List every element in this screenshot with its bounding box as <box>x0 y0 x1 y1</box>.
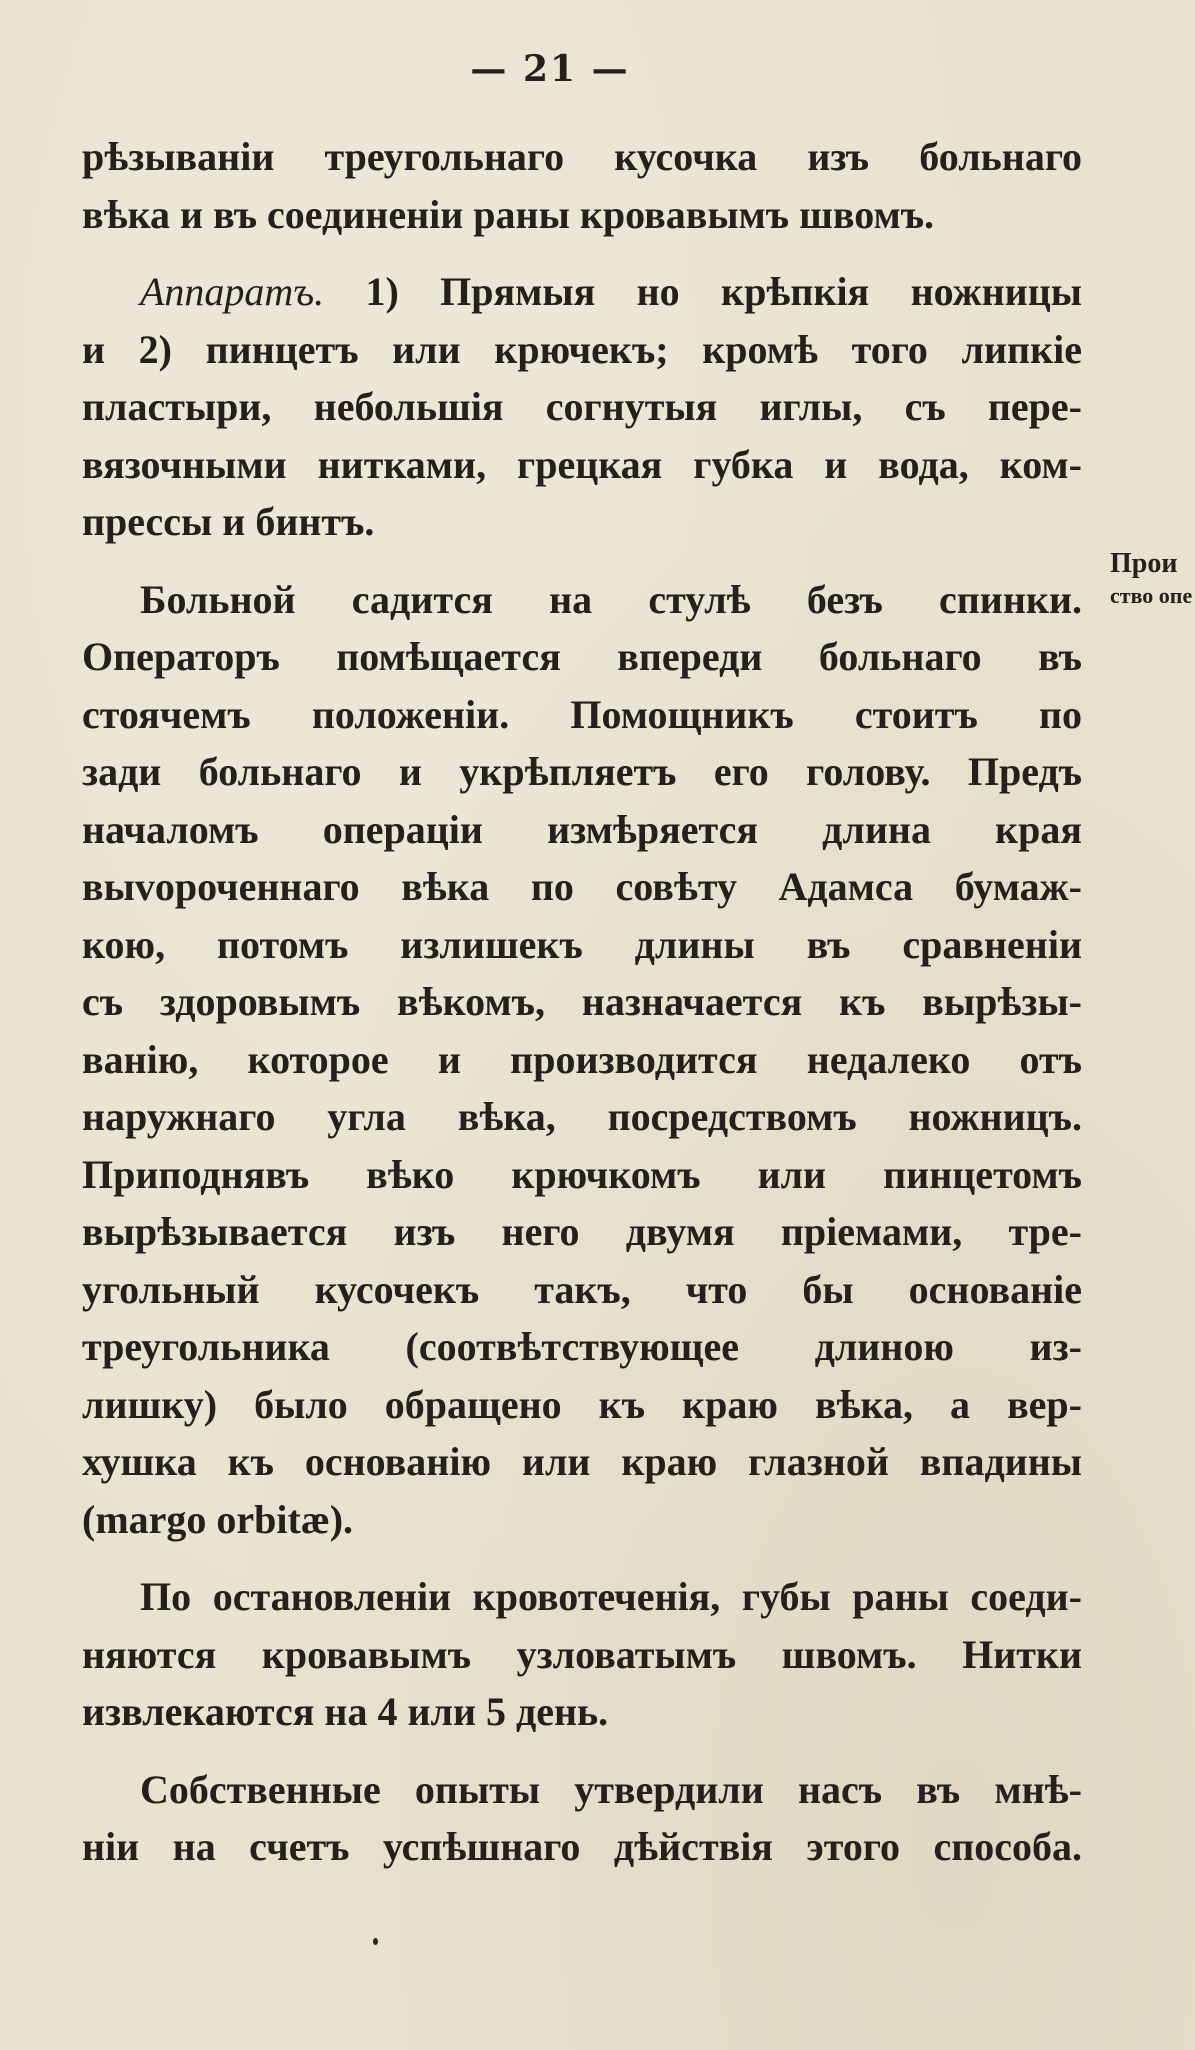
paragraph-5 <box>82 1761 1082 1876</box>
text-line: По остановленіи кровотеченія, губы раны соеди- <box>140 1574 1082 1619</box>
text-line: ніи на счетъ успѣшнаго дѣйствія этого способа. <box>82 1824 1082 1869</box>
text-line: прессы и бинтъ. <box>82 499 375 544</box>
text-line: вѣка и въ соединеніи раны кровавымъ швомъ. <box>82 191 935 237</box>
text-line: и 2) пинцетъ или крючекъ; кромѣ того липкіе <box>82 326 1082 372</box>
text-line: хушка къ основанію или краю глазной впадины <box>82 1439 1082 1484</box>
text-line: Приподнявъ вѣко крючкомъ или пинцетомъ <box>82 1151 1082 1197</box>
text-line: зади больнаго и укрѣпляетъ его голову. Предъ <box>82 749 1082 794</box>
text-line: треугольника (соотвѣтствующее длиною из- <box>82 1324 1082 1369</box>
text-line: кою, потомъ излишекъ длины въ сравненіи <box>82 921 1082 967</box>
text-line: извлекаются на 4 или 5 день. <box>82 1689 609 1734</box>
paragraph-1 <box>82 128 1082 243</box>
text-line: ванію, которое и производится недалеко отъ <box>82 1036 1082 1082</box>
page-number: — 21 — <box>470 48 630 90</box>
text-line: рѣзываніи треугольнаго кусочка изъ больнаго <box>82 134 1082 179</box>
paragraph-4 <box>82 1568 1082 1741</box>
text-line: угольный кусочекъ такъ, что бы основаніе <box>82 1266 1082 1312</box>
text-line: няются кровавымъ узловатымъ швомъ. Нитки <box>82 1631 1082 1677</box>
text-line: Аппаратъ. 1) Прямыя но крѣпкія ножницы <box>140 269 1082 314</box>
margin-note-line: Прои <box>1110 548 1178 579</box>
text-line: вязочными нитками, грецкая губка и вода, ком- <box>82 441 1082 487</box>
margin-note <box>1110 548 1195 612</box>
paragraph-3 <box>82 571 1082 1549</box>
italic-lead: Аппаратъ. <box>140 269 325 314</box>
text-line: стоячемъ положеніи. Помощникъ стоитъ по <box>82 691 1082 737</box>
ink-speck <box>373 1938 378 1945</box>
text-line: наружнаго угла вѣка, посредствомъ ножницъ. <box>82 1094 1082 1139</box>
paragraph-2 <box>82 263 1082 551</box>
text-line: пластыри, небольшія согнутыя иглы, съ пере- <box>82 384 1082 429</box>
margin-note-line: ство опе <box>1110 583 1193 608</box>
text-line: лишку) было обращено къ краю вѣка, а вер- <box>82 1381 1082 1427</box>
body-text <box>82 128 1082 1896</box>
text-line: Операторъ помѣщается впереди больнаго въ <box>82 634 1082 679</box>
text-line: выvороченнаго вѣка по совѣту Адамса бумаж- <box>82 864 1082 909</box>
text-line: вырѣзывается изъ него двумя пріемами, тре- <box>82 1209 1082 1254</box>
text-line: началомъ операціи измѣряется длина края <box>82 806 1082 852</box>
text-line: съ здоровымъ вѣкомъ, назначается къ вырѣзы- <box>82 979 1082 1024</box>
text-line: Больной садится на стулѣ безъ спинки. <box>140 576 1082 622</box>
text-line: Собственные опыты утвердили насъ въ мнѣ- <box>140 1766 1082 1812</box>
text-line: (margo orbitæ). <box>82 1496 354 1542</box>
